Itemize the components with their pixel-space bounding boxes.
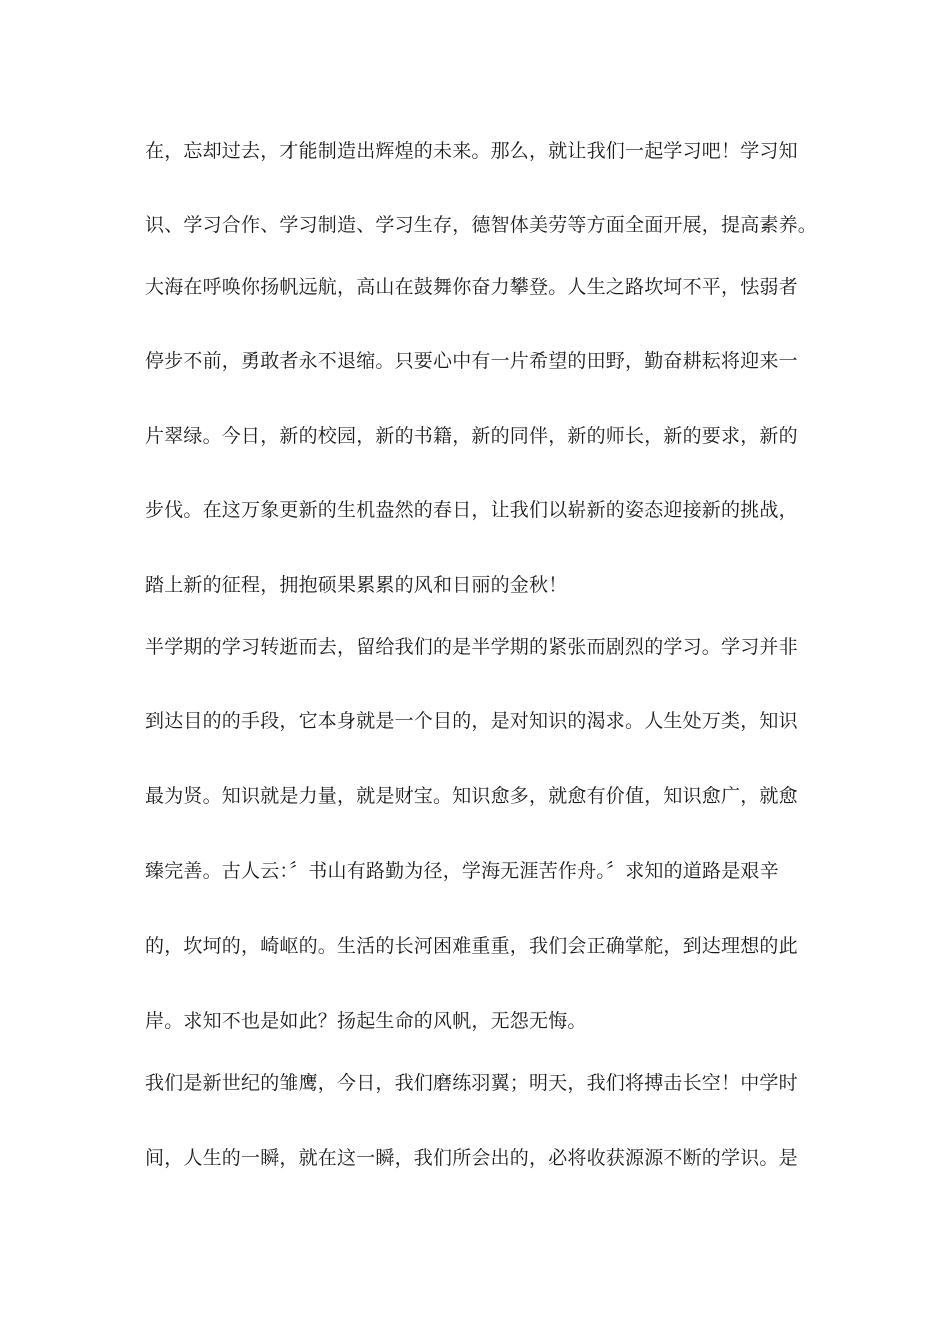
text-line: 步伐。在这万象更新的生机盎然的春日，让我们以崭新的姿态迎接新的挑战， xyxy=(145,499,798,521)
text-line: 岸。求知不也是如此？扬起生命的风帆，无怨无悔。 xyxy=(145,1010,587,1032)
text-line: 半学期的学习转逝而去，留给我们的是半学期的紧张而剧烈的学习。学习并非 xyxy=(145,636,798,658)
text-line: 片翠绿。今日，新的校园，新的书籍，新的同伴，新的师长，新的要求，新的 xyxy=(145,425,798,447)
text-line: 最为贤。知识就是力量，就是财宝。知识愈多，就愈有价值，知识愈广，就愈 xyxy=(145,785,798,807)
text-line: 在，忘却过去，才能制造出辉煌的未来。那么，就让我们一起学习吧！学习知 xyxy=(145,140,798,162)
text-line: 间，人生的一瞬，就在这一瞬，我们所会出的，必将收获源源不断的学识。是 xyxy=(145,1147,798,1169)
text-line: 到达目的的手段，它本身就是一个目的，是对知识的渴求。人生处万类，知识 xyxy=(145,710,798,732)
text-line: 停步不前，勇敢者永不退缩。只要心中有一片希望的田野，勤奋耕耘将迎来一 xyxy=(145,350,798,372)
text-line: 的，坎坷的，崎岖的。生活的长河困难重重，我们会正确掌舵，到达理想的此 xyxy=(145,935,798,957)
text-line: 踏上新的征程，拥抱硕果累累的风和日丽的金秋！ xyxy=(145,574,568,596)
text-line: 识、学习合作、学习制造、学习生存，德智体美劳等方面全面开展，提高素养。 xyxy=(145,214,818,236)
text-line: 大海在呼唤你扬帆远航，高山在鼓舞你奋力攀登。人生之路坎坷不平，怯弱者 xyxy=(145,276,798,298)
text-line: 臻完善。古人云：〞书山有路勤为径，学海无涯苦作舟。〞求知的道路是艰辛 xyxy=(145,860,779,882)
text-line: 我们是新世纪的雏鹰，今日，我们磨练羽翼；明天，我们将搏击长空！中学时 xyxy=(145,1072,798,1094)
